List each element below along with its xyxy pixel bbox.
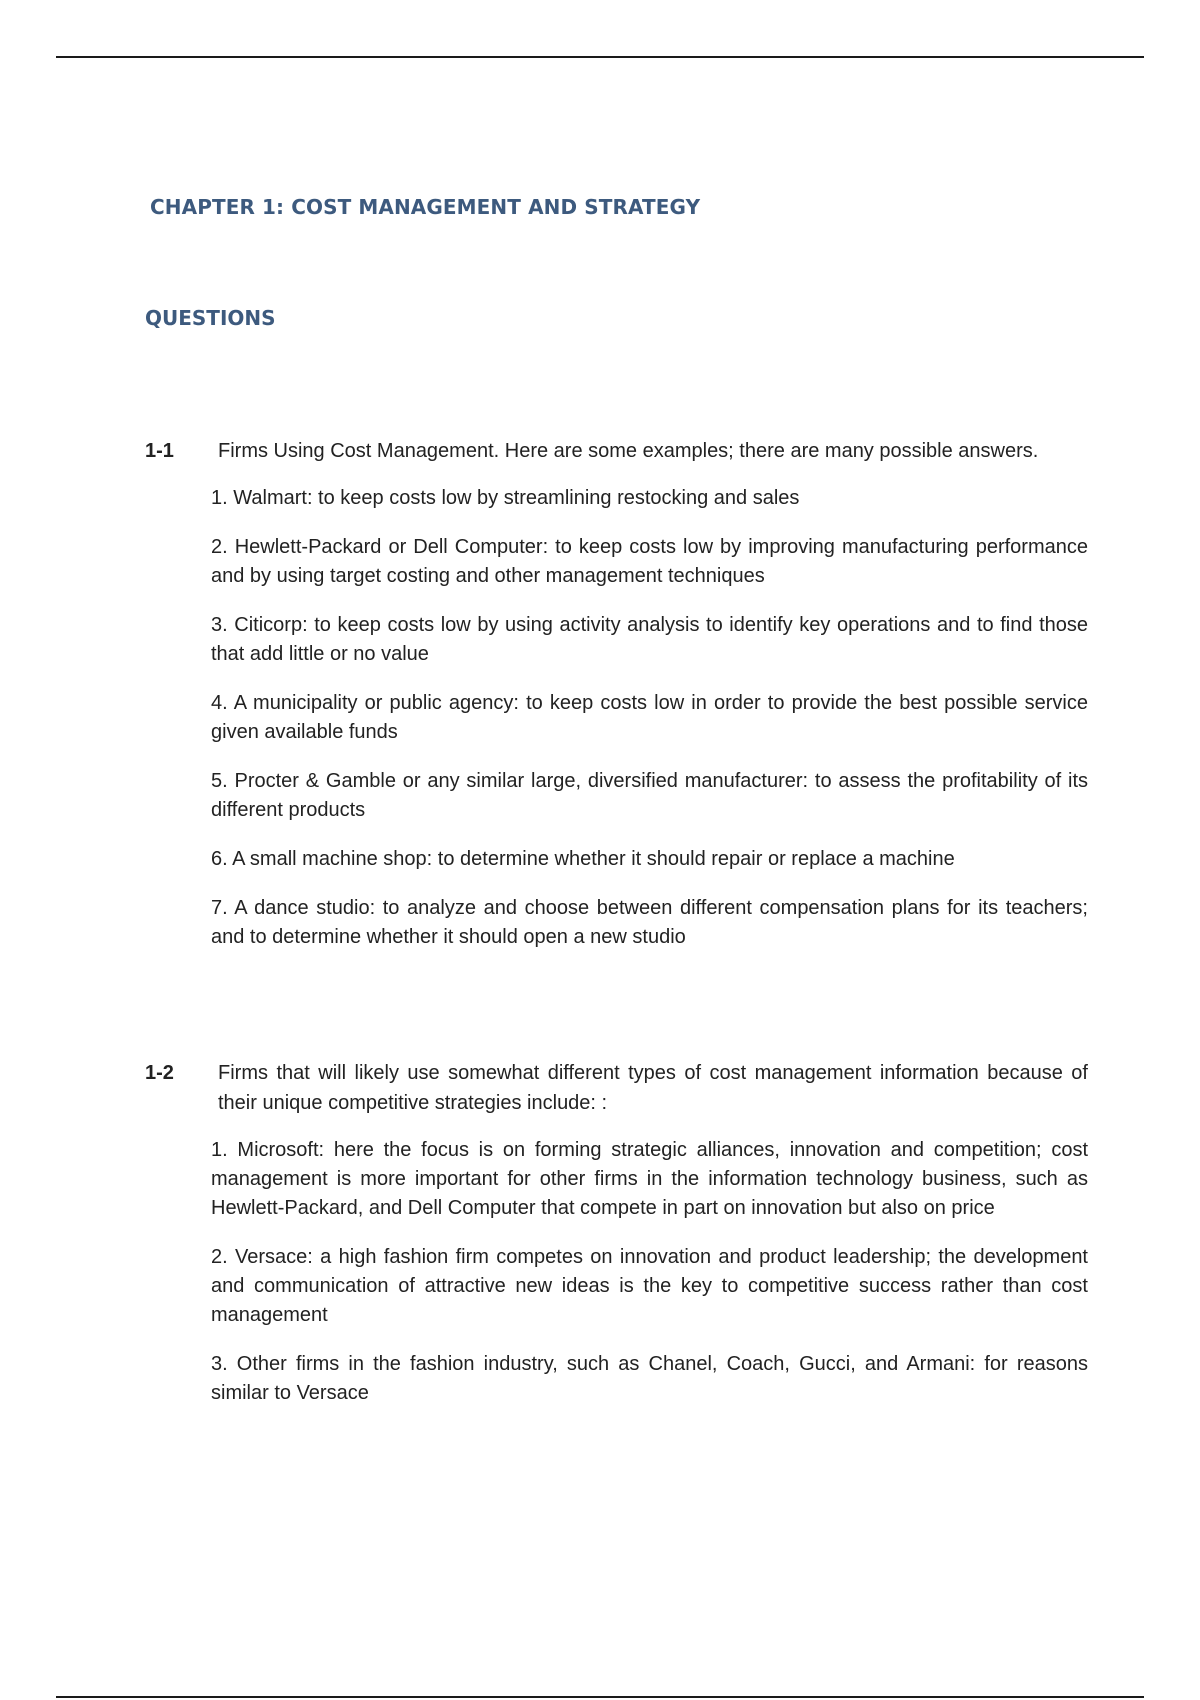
answer-item: 4. A municipality or public agency: to keep costs low in order to provide the best possible service given available funds xyxy=(211,692,1088,743)
question-intro: Firms Using Cost Management. Here are some examples; there are many possible answers. xyxy=(218,440,1039,462)
answer-item: 7. A dance studio: to analyze and choose between different compensation plans for its teachers; and to determine whether it should open a new studio xyxy=(211,897,1088,948)
answer-item: 5. Procter & Gamble or any similar large, diversified manufacturer: to assess the profitability of its different products xyxy=(211,770,1088,821)
chapter-title: CHAPTER 1: COST MANAGEMENT AND STRATEGY xyxy=(150,195,701,219)
question-number: 1-1 xyxy=(145,440,174,462)
answer-item: 6. A small machine shop: to determine whether it should repair or replace a machine xyxy=(211,848,955,870)
answer-item: 1. Microsoft: here the focus is on forming strategic alliances, innovation and competition; cost management is more important for other firms in the information technology business, such as Hewlett-Packard, and Dell Computer that compete in part on innovation but also on price xyxy=(211,1139,1088,1219)
top-rule xyxy=(56,56,1144,58)
section-heading: QUESTIONS xyxy=(145,306,276,330)
answer-list xyxy=(211,484,1088,952)
answer-list xyxy=(211,1136,1088,1408)
question-number: 1-2 xyxy=(145,1062,174,1084)
question-intro: Firms that will likely use somewhat different types of cost management information because of their unique competitive strategies include: : xyxy=(218,1062,1088,1114)
answer-item: 1. Walmart: to keep costs low by streamlining restocking and sales xyxy=(211,487,800,509)
question-1-2 xyxy=(145,1058,1088,1428)
answer-item: 2. Versace: a high fashion firm competes on innovation and product leadership; the development and communication of attractive new ideas is the key to competitive success rather than cost management xyxy=(211,1246,1088,1326)
answer-item: 2. Hewlett-Packard or Dell Computer: to keep costs low by improving manufacturing performance and by using target costing and other management techniques xyxy=(211,536,1088,587)
question-1-1 xyxy=(145,436,1088,972)
answer-item: 3. Citicorp: to keep costs low by using activity analysis to identify key operations and to find those that add little or no value xyxy=(211,614,1088,665)
answer-item: 3. Other firms in the fashion industry, such as Chanel, Coach, Gucci, and Armani: for reasons similar to Versace xyxy=(211,1353,1088,1404)
bottom-rule xyxy=(56,1696,1144,1698)
